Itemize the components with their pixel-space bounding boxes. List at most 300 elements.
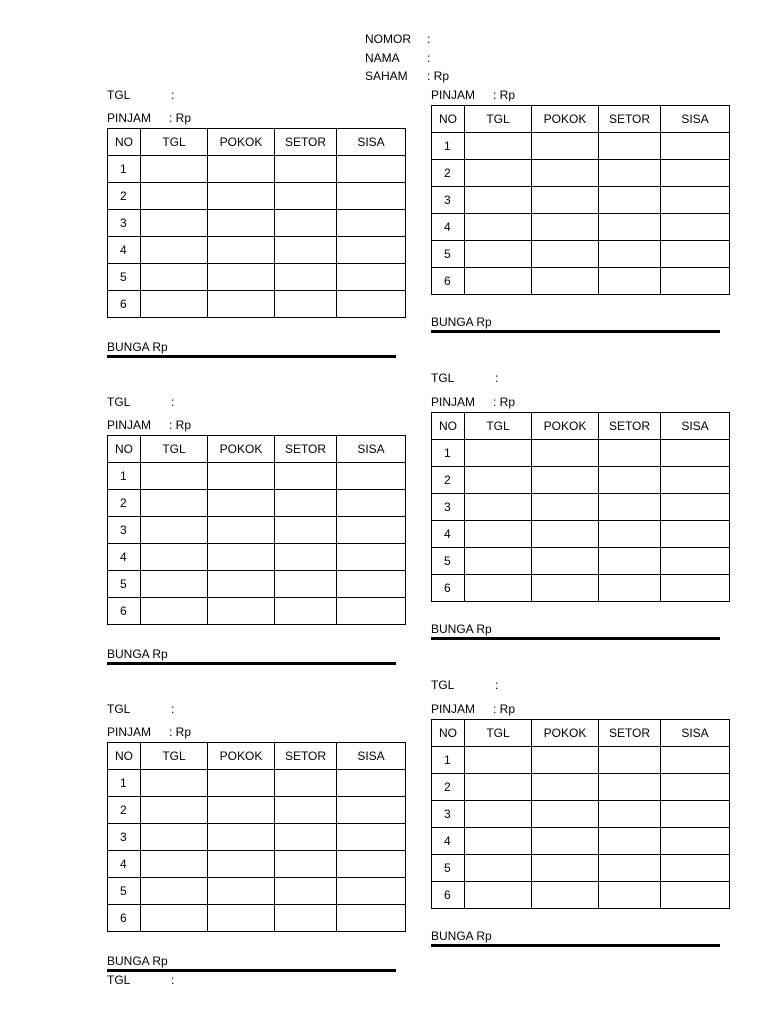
column-header: SETOR bbox=[275, 436, 337, 463]
empty-cell bbox=[208, 183, 275, 210]
column-header: NO bbox=[108, 743, 141, 770]
table-row bbox=[432, 548, 730, 575]
empty-cell bbox=[465, 494, 532, 521]
row-number-cell bbox=[108, 824, 141, 851]
empty-cell bbox=[661, 828, 730, 855]
table-row bbox=[432, 268, 730, 295]
empty-cell bbox=[532, 160, 599, 187]
bunga-label: BUNGA Rp bbox=[431, 929, 720, 947]
column-header: TGL bbox=[465, 720, 532, 747]
table-row bbox=[432, 801, 730, 828]
empty-cell bbox=[465, 214, 532, 241]
tgl-label: TGL bbox=[107, 973, 131, 987]
row-number-cell bbox=[108, 905, 141, 932]
empty-cell bbox=[599, 241, 661, 268]
empty-cell bbox=[275, 824, 337, 851]
empty-cell bbox=[661, 187, 730, 214]
row-number-cell bbox=[432, 214, 465, 241]
empty-cell bbox=[532, 774, 599, 801]
row-number: 2 bbox=[444, 780, 451, 794]
empty-cell bbox=[465, 440, 532, 467]
column-header: POKOK bbox=[532, 413, 599, 440]
empty-cell bbox=[208, 264, 275, 291]
row-number-cell bbox=[108, 797, 141, 824]
empty-cell bbox=[275, 291, 337, 318]
column-header: TGL bbox=[141, 743, 208, 770]
empty-cell bbox=[532, 214, 599, 241]
empty-cell bbox=[532, 548, 599, 575]
empty-cell bbox=[337, 878, 406, 905]
empty-cell bbox=[275, 544, 337, 571]
saham-label: SAHAM bbox=[365, 69, 408, 83]
table-row bbox=[108, 237, 406, 264]
pinjam-label: PINJAM bbox=[107, 418, 152, 432]
pinjam-value: : Rp bbox=[493, 88, 516, 102]
empty-cell bbox=[208, 797, 275, 824]
pinjam-value: : Rp bbox=[169, 418, 192, 432]
pinjam-row bbox=[107, 111, 192, 125]
bunga-label: BUNGA Rp bbox=[431, 622, 720, 640]
empty-cell bbox=[275, 264, 337, 291]
row-number-cell bbox=[432, 187, 465, 214]
empty-cell bbox=[661, 774, 730, 801]
table-header-row bbox=[432, 413, 730, 440]
empty-cell bbox=[661, 882, 730, 909]
nomor-label: NOMOR bbox=[365, 32, 411, 46]
empty-cell bbox=[532, 575, 599, 602]
table-row bbox=[432, 494, 730, 521]
row-number: 2 bbox=[444, 166, 451, 180]
row-number-cell bbox=[432, 241, 465, 268]
empty-cell bbox=[465, 575, 532, 602]
empty-cell bbox=[141, 517, 208, 544]
bunga-label: BUNGA Rp bbox=[431, 315, 720, 333]
empty-cell bbox=[275, 237, 337, 264]
tgl-colon: : bbox=[495, 371, 499, 385]
row-number-cell bbox=[108, 237, 141, 264]
table-row bbox=[432, 133, 730, 160]
pinjam-row bbox=[107, 725, 192, 739]
empty-cell bbox=[337, 851, 406, 878]
nama-row bbox=[365, 51, 430, 65]
empty-cell bbox=[275, 156, 337, 183]
empty-cell bbox=[465, 133, 532, 160]
empty-cell bbox=[141, 490, 208, 517]
empty-cell bbox=[141, 878, 208, 905]
empty-cell bbox=[599, 855, 661, 882]
tgl-row bbox=[107, 88, 175, 102]
row-number: 1 bbox=[444, 446, 451, 460]
column-header: SETOR bbox=[599, 413, 661, 440]
table-row bbox=[108, 878, 406, 905]
row-number-cell bbox=[432, 828, 465, 855]
row-number: 1 bbox=[120, 776, 127, 790]
empty-cell bbox=[599, 521, 661, 548]
empty-cell bbox=[599, 494, 661, 521]
tgl-colon: : bbox=[171, 395, 175, 409]
empty-cell bbox=[275, 797, 337, 824]
tgl-label: TGL bbox=[107, 395, 131, 409]
empty-cell bbox=[465, 521, 532, 548]
empty-cell bbox=[208, 824, 275, 851]
pinjam-value: : Rp bbox=[493, 702, 516, 716]
empty-cell bbox=[599, 268, 661, 295]
row-number: 3 bbox=[120, 216, 127, 230]
column-header: NO bbox=[108, 436, 141, 463]
row-number: 6 bbox=[120, 604, 127, 618]
column-header: SETOR bbox=[275, 743, 337, 770]
empty-cell bbox=[599, 774, 661, 801]
empty-cell bbox=[532, 467, 599, 494]
empty-cell bbox=[465, 187, 532, 214]
table-row bbox=[432, 467, 730, 494]
table-row bbox=[432, 855, 730, 882]
empty-cell bbox=[465, 160, 532, 187]
tgl-row bbox=[107, 702, 175, 716]
row-number-cell bbox=[108, 210, 141, 237]
row-number: 6 bbox=[444, 888, 451, 902]
row-number-cell bbox=[432, 133, 465, 160]
empty-cell bbox=[465, 268, 532, 295]
empty-cell bbox=[599, 801, 661, 828]
column-header: SISA bbox=[337, 129, 406, 156]
empty-cell bbox=[532, 801, 599, 828]
saham-value: : Rp bbox=[427, 69, 450, 83]
empty-cell bbox=[208, 878, 275, 905]
row-number: 5 bbox=[120, 884, 127, 898]
column-header: TGL bbox=[141, 436, 208, 463]
empty-cell bbox=[337, 544, 406, 571]
nomor-value: : bbox=[427, 32, 431, 46]
row-number: 2 bbox=[444, 473, 451, 487]
row-number-cell bbox=[432, 801, 465, 828]
row-number-cell bbox=[432, 160, 465, 187]
table-row bbox=[432, 882, 730, 909]
tgl-label: TGL bbox=[107, 88, 131, 102]
empty-cell bbox=[661, 494, 730, 521]
empty-cell bbox=[661, 548, 730, 575]
empty-cell bbox=[661, 241, 730, 268]
row-number-cell bbox=[108, 770, 141, 797]
row-number: 2 bbox=[120, 803, 127, 817]
row-number-cell bbox=[432, 268, 465, 295]
empty-cell bbox=[337, 905, 406, 932]
empty-cell bbox=[532, 440, 599, 467]
empty-cell bbox=[208, 905, 275, 932]
row-number-cell bbox=[432, 882, 465, 909]
pinjam-row bbox=[431, 702, 516, 716]
empty-cell bbox=[275, 571, 337, 598]
empty-cell bbox=[141, 264, 208, 291]
row-number: 5 bbox=[444, 247, 451, 261]
row-number: 4 bbox=[444, 834, 451, 848]
empty-cell bbox=[208, 571, 275, 598]
empty-cell bbox=[275, 905, 337, 932]
empty-cell bbox=[465, 828, 532, 855]
empty-cell bbox=[275, 463, 337, 490]
empty-cell bbox=[275, 851, 337, 878]
row-number-cell bbox=[108, 490, 141, 517]
tgl-colon: : bbox=[171, 702, 175, 716]
row-number: 6 bbox=[444, 581, 451, 595]
empty-cell bbox=[141, 571, 208, 598]
table-row bbox=[108, 905, 406, 932]
table-row bbox=[432, 747, 730, 774]
row-number-cell bbox=[432, 467, 465, 494]
tgl-row bbox=[431, 678, 499, 692]
empty-cell bbox=[337, 183, 406, 210]
empty-cell bbox=[661, 747, 730, 774]
table-header-row bbox=[108, 436, 406, 463]
table-row bbox=[108, 291, 406, 318]
column-header: SISA bbox=[661, 720, 730, 747]
empty-cell bbox=[208, 291, 275, 318]
empty-cell bbox=[599, 828, 661, 855]
empty-cell bbox=[337, 156, 406, 183]
row-number: 6 bbox=[444, 274, 451, 288]
row-number: 4 bbox=[444, 527, 451, 541]
table-row bbox=[432, 774, 730, 801]
row-number: 6 bbox=[120, 297, 127, 311]
empty-cell bbox=[465, 241, 532, 268]
table-row bbox=[108, 264, 406, 291]
table-row bbox=[108, 463, 406, 490]
bunga-label: BUNGA Rp bbox=[107, 647, 396, 665]
row-number-cell bbox=[108, 517, 141, 544]
empty-cell bbox=[661, 133, 730, 160]
tgl-colon: : bbox=[171, 973, 175, 987]
table-row bbox=[108, 598, 406, 625]
row-number-cell bbox=[432, 521, 465, 548]
loan-table bbox=[431, 719, 730, 909]
empty-cell bbox=[141, 598, 208, 625]
column-header: SISA bbox=[337, 436, 406, 463]
tgl-label: TGL bbox=[107, 702, 131, 716]
row-number: 5 bbox=[120, 270, 127, 284]
tgl-label: TGL bbox=[431, 371, 455, 385]
table-header-row bbox=[432, 106, 730, 133]
empty-cell bbox=[465, 467, 532, 494]
table-row bbox=[432, 160, 730, 187]
empty-cell bbox=[275, 517, 337, 544]
table-row bbox=[108, 770, 406, 797]
empty-cell bbox=[661, 160, 730, 187]
column-header: SISA bbox=[337, 743, 406, 770]
empty-cell bbox=[599, 548, 661, 575]
empty-cell bbox=[532, 747, 599, 774]
nomor-row bbox=[365, 32, 430, 46]
row-number-cell bbox=[108, 571, 141, 598]
table-row bbox=[432, 440, 730, 467]
tgl-colon: : bbox=[171, 88, 175, 102]
pinjam-label: PINJAM bbox=[107, 111, 152, 125]
table-row bbox=[432, 187, 730, 214]
empty-cell bbox=[141, 291, 208, 318]
empty-cell bbox=[337, 824, 406, 851]
row-number: 5 bbox=[444, 554, 451, 568]
row-number-cell bbox=[432, 575, 465, 602]
empty-cell bbox=[208, 598, 275, 625]
tgl-colon: : bbox=[495, 678, 499, 692]
table-header-row bbox=[432, 720, 730, 747]
row-number: 6 bbox=[120, 911, 127, 925]
empty-cell bbox=[532, 187, 599, 214]
row-number-cell bbox=[108, 156, 141, 183]
empty-cell bbox=[465, 855, 532, 882]
tgl-row bbox=[107, 973, 175, 987]
empty-cell bbox=[465, 548, 532, 575]
loan-table bbox=[431, 412, 730, 602]
table-row bbox=[108, 571, 406, 598]
empty-cell bbox=[532, 268, 599, 295]
empty-cell bbox=[141, 905, 208, 932]
pinjam-value: : Rp bbox=[169, 725, 192, 739]
empty-cell bbox=[661, 575, 730, 602]
empty-cell bbox=[337, 264, 406, 291]
row-number: 5 bbox=[120, 577, 127, 591]
empty-cell bbox=[599, 467, 661, 494]
empty-cell bbox=[275, 490, 337, 517]
empty-cell bbox=[337, 770, 406, 797]
pinjam-row bbox=[431, 88, 516, 102]
empty-cell bbox=[661, 467, 730, 494]
empty-cell bbox=[465, 774, 532, 801]
empty-cell bbox=[141, 210, 208, 237]
row-number-cell bbox=[432, 747, 465, 774]
row-number-cell bbox=[432, 855, 465, 882]
column-header: POKOK bbox=[208, 129, 275, 156]
column-header: NO bbox=[432, 106, 465, 133]
empty-cell bbox=[599, 747, 661, 774]
row-number: 3 bbox=[444, 807, 451, 821]
tgl-label: TGL bbox=[431, 678, 455, 692]
bunga-label: BUNGA Rp bbox=[107, 340, 396, 358]
empty-cell bbox=[337, 210, 406, 237]
loan-table bbox=[431, 105, 730, 295]
empty-cell bbox=[275, 598, 337, 625]
empty-cell bbox=[337, 797, 406, 824]
table-row bbox=[432, 214, 730, 241]
row-number-cell bbox=[108, 851, 141, 878]
empty-cell bbox=[275, 210, 337, 237]
pinjam-label: PINJAM bbox=[431, 395, 476, 409]
loan-table bbox=[107, 742, 406, 932]
row-number: 1 bbox=[120, 469, 127, 483]
pinjam-value: : Rp bbox=[169, 111, 192, 125]
column-header: NO bbox=[432, 720, 465, 747]
column-header: TGL bbox=[141, 129, 208, 156]
row-number-cell bbox=[108, 264, 141, 291]
row-number: 5 bbox=[444, 861, 451, 875]
row-number: 4 bbox=[120, 857, 127, 871]
row-number: 2 bbox=[120, 189, 127, 203]
empty-cell bbox=[141, 544, 208, 571]
pinjam-row bbox=[431, 395, 516, 409]
empty-cell bbox=[599, 160, 661, 187]
empty-cell bbox=[208, 517, 275, 544]
empty-cell bbox=[141, 237, 208, 264]
empty-cell bbox=[337, 571, 406, 598]
empty-cell bbox=[275, 183, 337, 210]
empty-cell bbox=[208, 770, 275, 797]
column-header: SISA bbox=[661, 413, 730, 440]
column-header: SISA bbox=[661, 106, 730, 133]
empty-cell bbox=[661, 801, 730, 828]
empty-cell bbox=[599, 575, 661, 602]
tgl-row bbox=[107, 395, 175, 409]
empty-cell bbox=[337, 517, 406, 544]
loan-table bbox=[107, 435, 406, 625]
nama-label: NAMA bbox=[365, 51, 400, 65]
column-header: TGL bbox=[465, 106, 532, 133]
table-row bbox=[432, 521, 730, 548]
empty-cell bbox=[208, 156, 275, 183]
empty-cell bbox=[532, 828, 599, 855]
row-number-cell bbox=[108, 544, 141, 571]
empty-cell bbox=[208, 463, 275, 490]
row-number-cell bbox=[432, 548, 465, 575]
nama-value: : bbox=[427, 51, 431, 65]
table-row bbox=[108, 210, 406, 237]
table-row bbox=[108, 156, 406, 183]
empty-cell bbox=[141, 824, 208, 851]
column-header: NO bbox=[108, 129, 141, 156]
empty-cell bbox=[208, 851, 275, 878]
table-row bbox=[432, 828, 730, 855]
empty-cell bbox=[532, 521, 599, 548]
row-number: 4 bbox=[120, 550, 127, 564]
row-number: 1 bbox=[444, 753, 451, 767]
table-row bbox=[108, 183, 406, 210]
empty-cell bbox=[208, 490, 275, 517]
row-number-cell bbox=[432, 494, 465, 521]
empty-cell bbox=[465, 747, 532, 774]
column-header: SETOR bbox=[599, 106, 661, 133]
saham-row bbox=[365, 69, 449, 83]
row-number-cell bbox=[108, 183, 141, 210]
empty-cell bbox=[208, 544, 275, 571]
column-header: SETOR bbox=[599, 720, 661, 747]
row-number-cell bbox=[108, 598, 141, 625]
row-number-cell bbox=[108, 463, 141, 490]
empty-cell bbox=[141, 797, 208, 824]
row-number-cell bbox=[432, 440, 465, 467]
column-header: NO bbox=[432, 413, 465, 440]
empty-cell bbox=[275, 878, 337, 905]
empty-cell bbox=[661, 214, 730, 241]
empty-cell bbox=[275, 770, 337, 797]
empty-cell bbox=[337, 463, 406, 490]
pinjam-value: : Rp bbox=[493, 395, 516, 409]
empty-cell bbox=[599, 187, 661, 214]
empty-cell bbox=[532, 241, 599, 268]
column-header: POKOK bbox=[208, 436, 275, 463]
row-number: 2 bbox=[120, 496, 127, 510]
table-row bbox=[108, 490, 406, 517]
row-number: 1 bbox=[120, 162, 127, 176]
empty-cell bbox=[337, 237, 406, 264]
table-row bbox=[432, 241, 730, 268]
row-number-cell bbox=[432, 774, 465, 801]
table-row bbox=[432, 575, 730, 602]
table-header-row bbox=[108, 743, 406, 770]
row-number: 3 bbox=[444, 500, 451, 514]
empty-cell bbox=[141, 183, 208, 210]
table-header-row bbox=[108, 129, 406, 156]
column-header: POKOK bbox=[532, 720, 599, 747]
empty-cell bbox=[141, 770, 208, 797]
row-number: 3 bbox=[444, 193, 451, 207]
